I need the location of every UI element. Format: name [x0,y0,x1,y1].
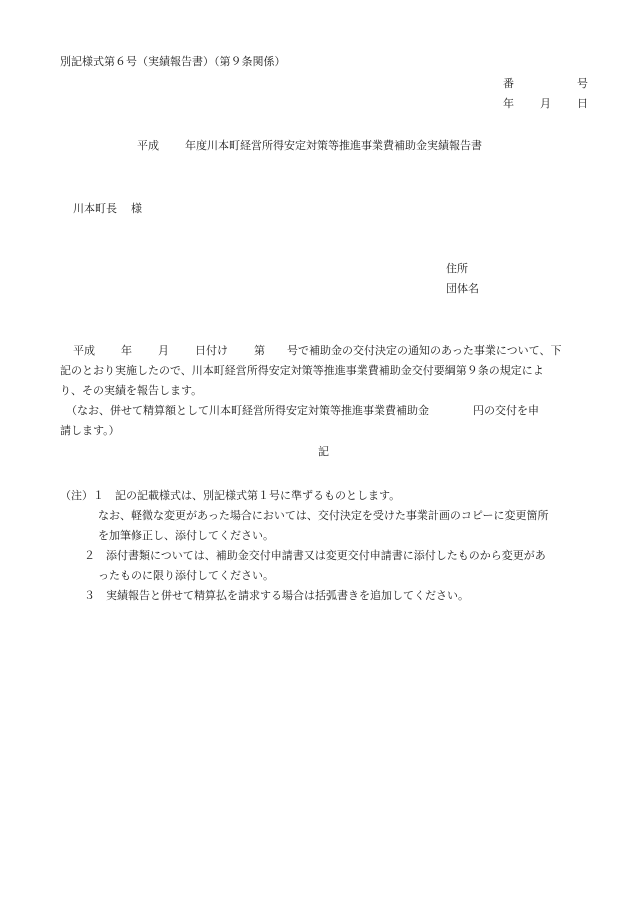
body-line-3: り、その実績を報告します。 [60,384,203,397]
body-line-1: 平成 年 月 日付け 第 号で補助金の交付決定の通知のあった事業について、下 [73,344,562,357]
document-number [503,76,588,92]
body-line-2: 記のとおり実施したので、川本町経営所得安定対策等推進事業費補助金交付要綱第９条の規定によ [60,364,544,377]
date-day: 日 [577,97,588,110]
addressee-honorific: 様 [131,202,142,215]
title-rest: 年度川本町経営所得安定対策等推進事業費補助金実績報告書 [185,139,482,152]
form-label: 別記様式第６号（実績報告書）（第９条関係） [60,55,286,68]
report-body [60,341,588,441]
number-ban: 番 [503,77,514,90]
note-2: ２ 添付書類については、補助金交付申請書又は変更交付申請書に添付したものから変更があ [84,549,546,562]
address-label: 住所 [446,262,468,275]
note-1-continued-2: を加筆修正し、添付してください。 [98,529,274,542]
body-line-4: （なお、併せて精算額として川本町経営所得安定対策等推進事業費補助金 円の交付を申 [66,404,539,417]
ki-heading: 記 [318,445,329,458]
note-1-continued: なお、軽微な変更があった場合においては、交付決定を受けた事業計画のコピーに変更箇所 [98,509,549,522]
date-year: 年 [503,97,514,110]
note-2-continued: ったものに限り添付してください。 [98,569,274,582]
document-date [503,96,588,112]
note-1: （注）１ 記の記載様式は、別記様式第１号に準ずるものとします。 [60,489,401,502]
body-line-5: 請します。） [60,424,120,437]
date-month: 月 [540,97,551,110]
addressee-name: 川本町長 [73,202,117,215]
note-3: ３ 実績報告と併せて精算払を請求する場合は括弧書きを追加してください。 [84,589,469,602]
number-go: 号 [577,77,588,90]
addressee [73,201,142,217]
title-era: 平成 [137,139,159,152]
notes [60,486,588,606]
document-title [137,138,482,154]
organization-label: 団体名 [446,282,479,295]
